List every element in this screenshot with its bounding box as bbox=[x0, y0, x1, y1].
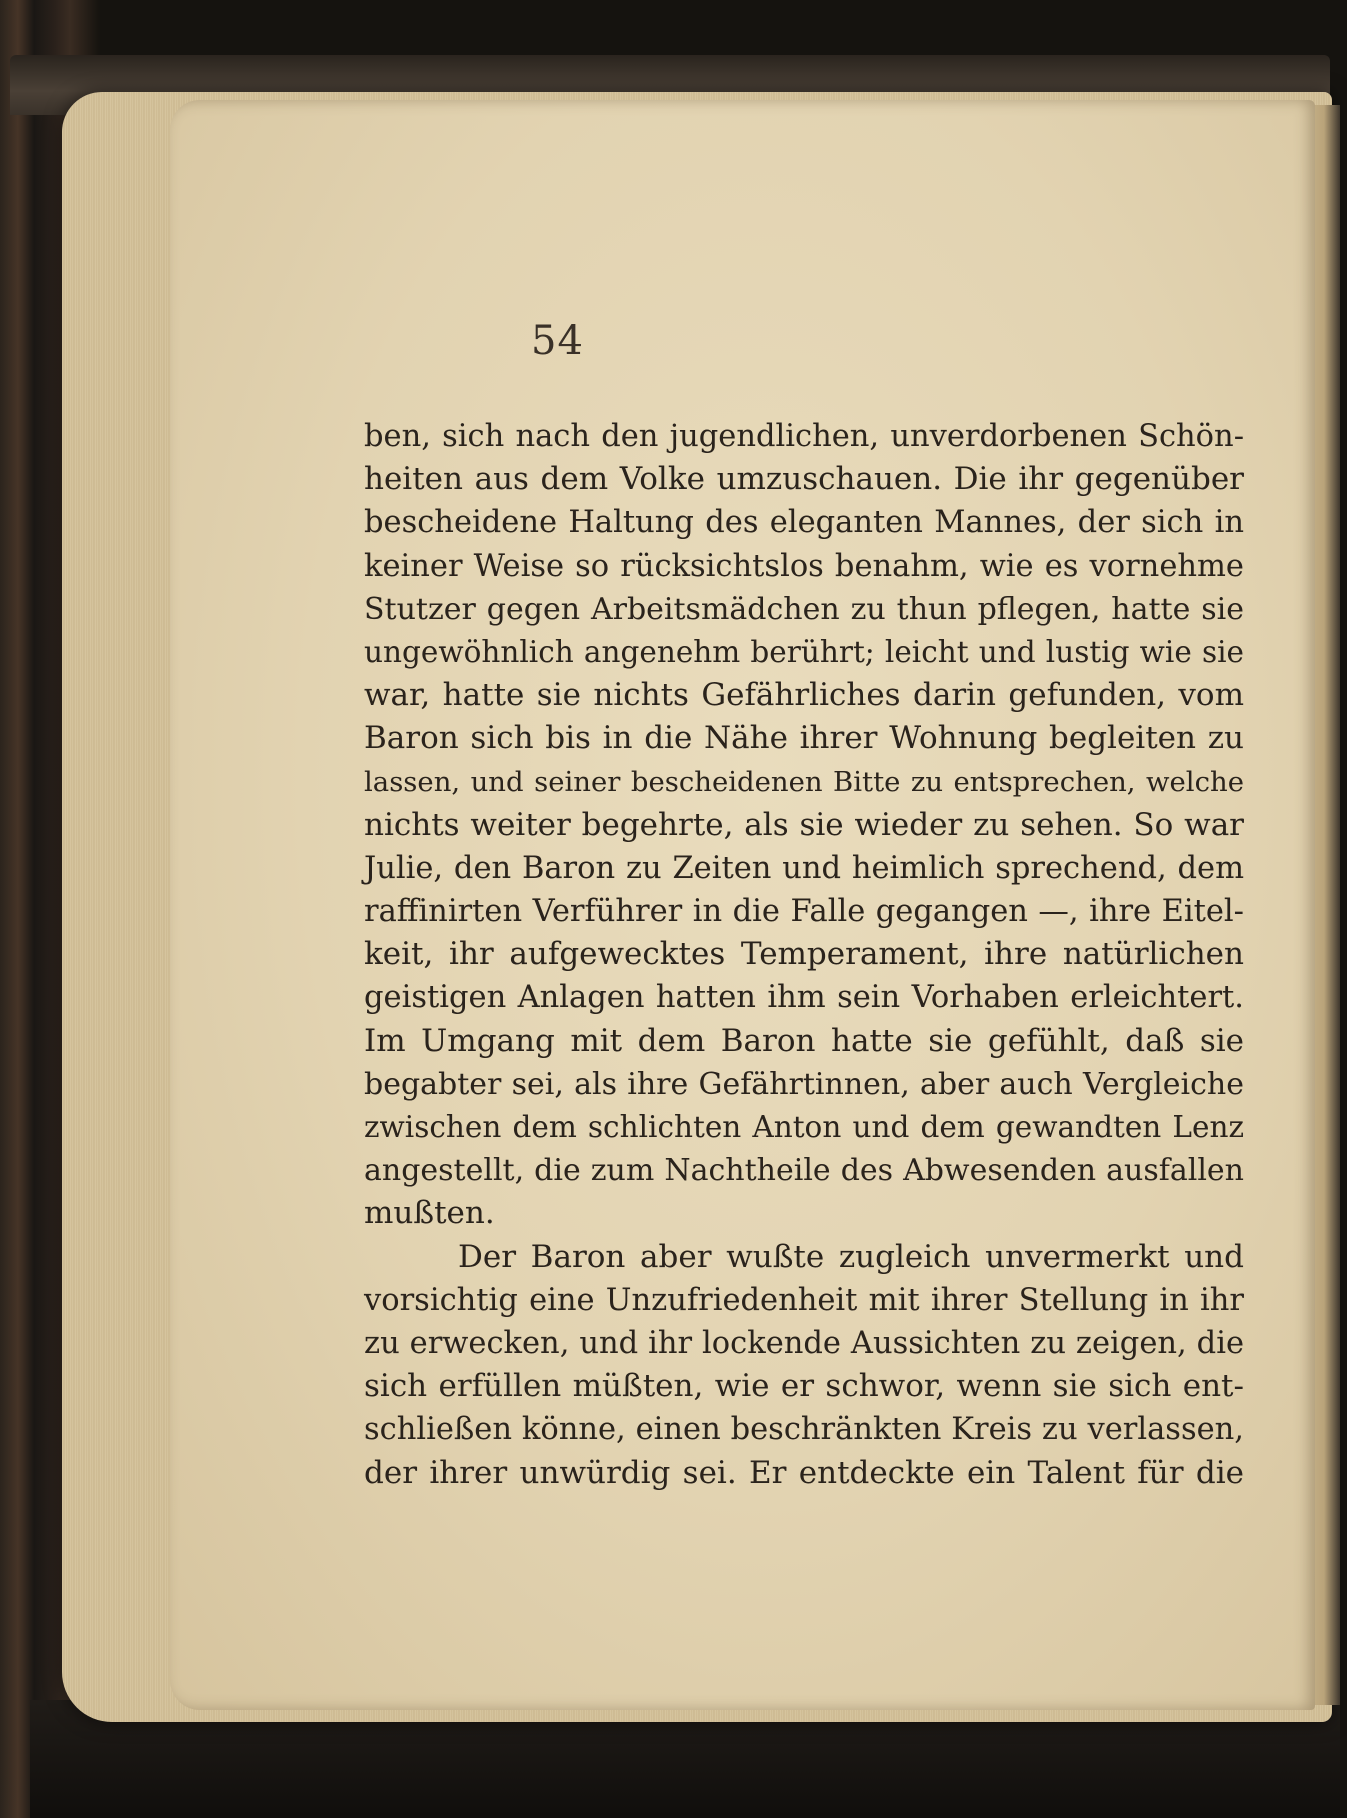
paragraph-end-line: mußten. bbox=[364, 1195, 495, 1232]
text-line: angestellt, die zum Nachtheile des Abwesenden ausfallen bbox=[364, 1153, 1244, 1189]
text-line: nichts weiter begehrte, als sie wieder zu sehen. So war bbox=[364, 806, 1244, 843]
text-line: keit, ihr aufgewecktes Temperament, ihre natürlichen bbox=[364, 936, 1244, 973]
paragraph-start-line: Der Baron aber wußte zugleich unvermerkt und bbox=[458, 1238, 1244, 1275]
text-line: raffinirten Verführer in die Falle gegangen —, ihre Eitel- bbox=[364, 894, 1244, 930]
text-line: keiner Weise so rücksichtslos benahm, wie es vornehme bbox=[364, 548, 1244, 584]
text-line: schließen könne, einen beschränkten Kreis zu verlassen, bbox=[364, 1412, 1244, 1448]
text-line: war, hatte sie nichts Gefährliches darin gefunden, vom bbox=[364, 677, 1244, 714]
text-line: lassen, und seiner bescheidenen Bitte zu entsprechen, welche bbox=[364, 765, 1244, 798]
text-line: zu erwecken, und ihr lockende Aussichten zu zeigen, die bbox=[364, 1325, 1244, 1361]
page-number: 54 bbox=[531, 318, 584, 364]
text-line: heiten aus dem Volke umzuschauen. Die ihr gegenüber bbox=[364, 461, 1244, 498]
text-line: Stutzer gegen Arbeitsmädchen zu thun pflegen, hatte sie bbox=[364, 591, 1244, 627]
body-text bbox=[364, 415, 1244, 1495]
text-line: begabter sei, als ihre Gefährtinnen, aber auch Vergleiche bbox=[364, 1066, 1244, 1102]
text-line: sich erfüllen müßten, wie er schwor, wenn sie sich ent- bbox=[364, 1368, 1244, 1405]
text-line: ben, sich nach den jugendlichen, unverdorbenen Schön- bbox=[364, 419, 1244, 454]
text-line: geistigen Anlagen hatten ihm sein Vorhaben erleichtert. bbox=[364, 980, 1244, 1016]
text-line: bescheidene Haltung des eleganten Mannes, der sich in bbox=[364, 505, 1244, 541]
text-line: zwischen dem schlichten Anton und dem gewandten Lenz bbox=[364, 1110, 1244, 1144]
text-line: ungewöhnlich angenehm berührt; leicht und lustig wie sie bbox=[364, 634, 1244, 669]
text-line: Julie, den Baron zu Zeiten und heimlich sprechend, dem bbox=[364, 850, 1244, 886]
text-line: Im Umgang mit dem Baron hatte sie gefühlt, daß sie bbox=[364, 1022, 1244, 1059]
text-line: vorsichtig eine Unzufriedenheit mit ihrer Stellung in ihr bbox=[364, 1282, 1244, 1318]
text-line: der ihrer unwürdig sei. Er entdeckte ein Talent für die bbox=[364, 1454, 1244, 1491]
text-line: Baron sich bis in die Nähe ihrer Wohnung begleiten zu bbox=[364, 720, 1244, 757]
